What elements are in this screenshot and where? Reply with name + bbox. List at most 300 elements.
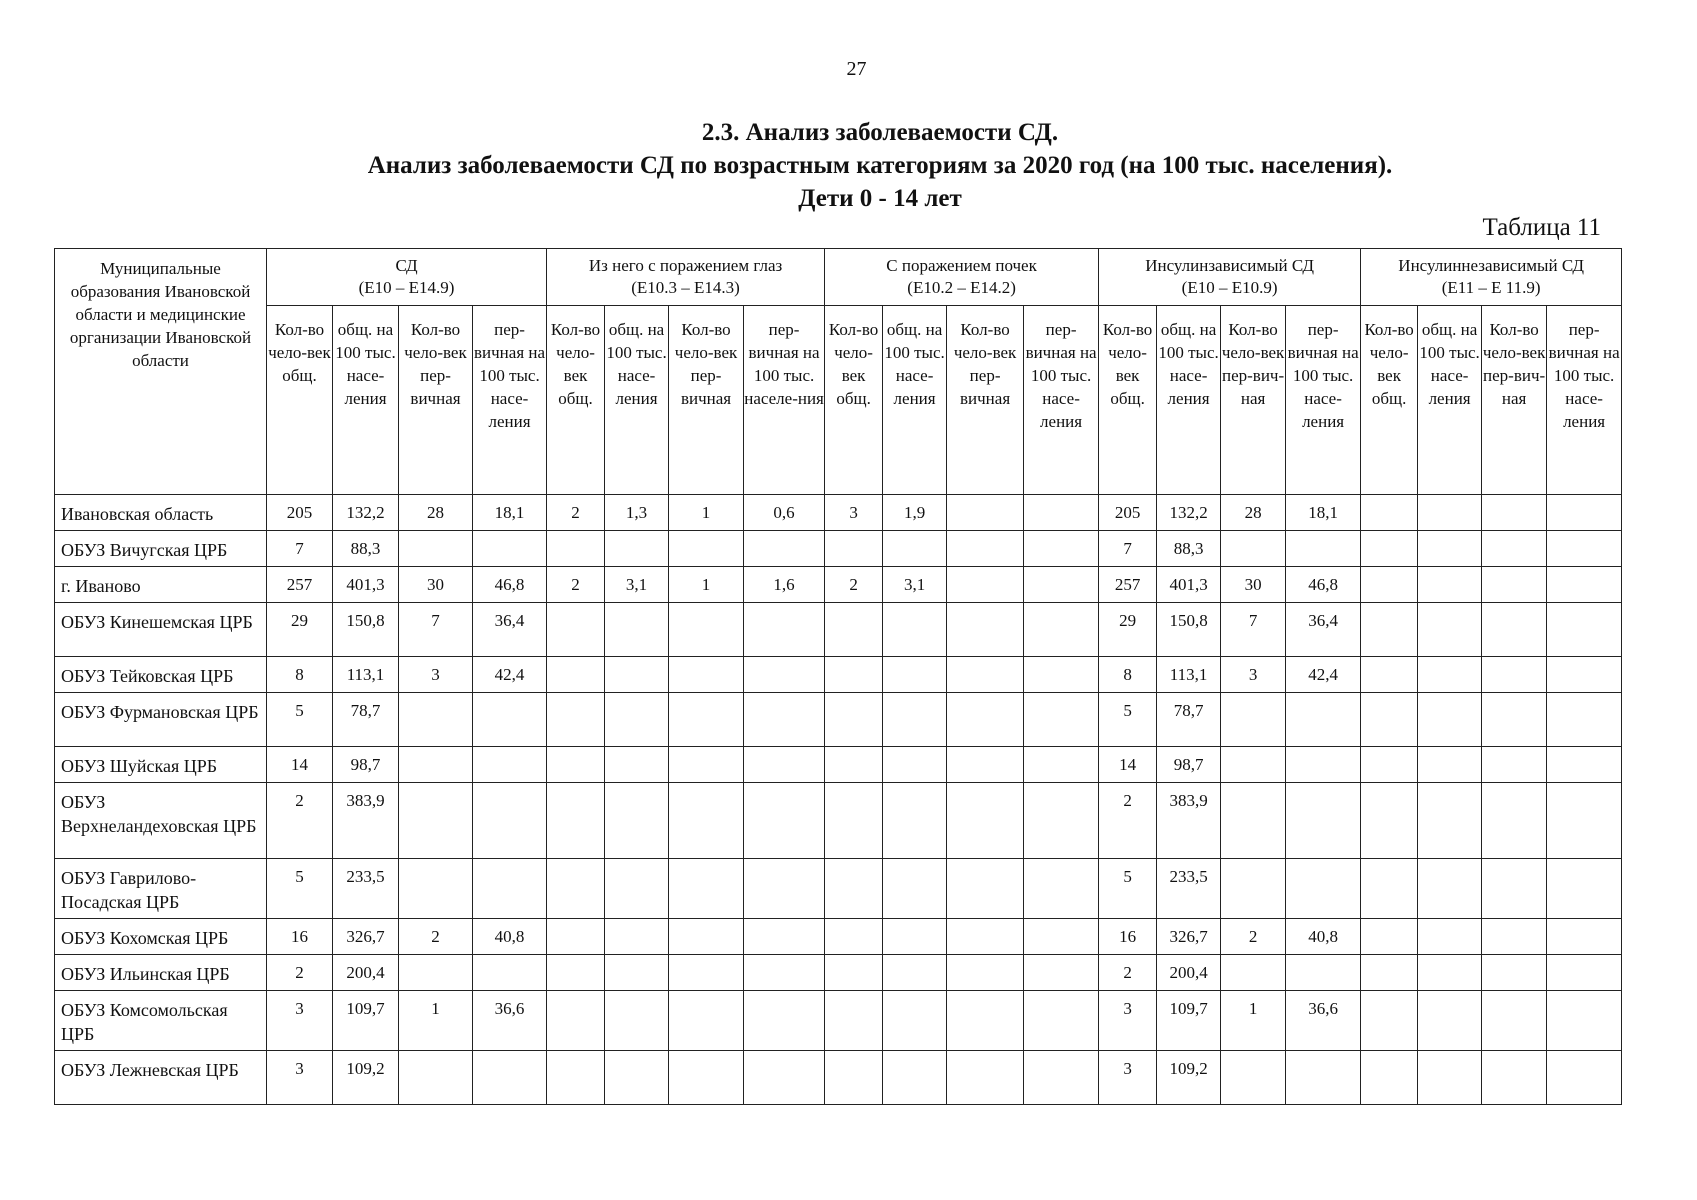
table-cell — [547, 859, 605, 919]
subheader-cell: Кол-во чело-век общ. — [547, 306, 605, 495]
table-cell — [473, 747, 547, 783]
table-cell — [744, 603, 825, 657]
table-cell: 30 — [399, 567, 473, 603]
table-cell — [669, 693, 744, 747]
table-cell — [1418, 859, 1482, 919]
table-cell — [883, 919, 947, 955]
group-header-row — [55, 249, 1622, 306]
table-title: Анализ заболеваемости СД по возрастным категориям за 2020 год (на 100 тыс. населения). — [367, 152, 1393, 179]
table-cell: 233,5 — [333, 859, 399, 919]
table-cell — [669, 603, 744, 657]
subheader-row — [55, 306, 1622, 495]
table-cell: 3 — [267, 1051, 333, 1105]
table-cell — [1221, 693, 1286, 747]
table-cell — [1547, 495, 1622, 531]
table-cell — [1547, 747, 1622, 783]
table-cell: 3 — [1099, 991, 1157, 1051]
table-cell: 383,9 — [1157, 783, 1221, 859]
table-cell: 3 — [1221, 657, 1286, 693]
row-name: ОБУЗ Кинешемская ЦРБ — [55, 603, 267, 657]
table-cell — [669, 955, 744, 991]
table-cell — [825, 919, 883, 955]
subheader-cell: пер-вичная на 100 тыс. насе-ления — [473, 306, 547, 495]
table-cell — [947, 531, 1024, 567]
table-cell: 14 — [1099, 747, 1157, 783]
table-cell — [1418, 783, 1482, 859]
table-cell — [1482, 603, 1547, 657]
subheader-cell: общ. на 100 тыс. насе-ления — [1418, 306, 1482, 495]
table-cell — [744, 919, 825, 955]
table-row — [55, 531, 1622, 567]
table-cell: 2 — [547, 567, 605, 603]
table-cell: 2 — [1099, 783, 1157, 859]
table-cell: 36,6 — [473, 991, 547, 1051]
table-cell — [605, 747, 669, 783]
table-cell — [1361, 1051, 1418, 1105]
table-cell: 2 — [547, 495, 605, 531]
table-cell — [669, 919, 744, 955]
table-cell — [947, 567, 1024, 603]
table-cell — [1547, 991, 1622, 1051]
table-cell — [1024, 567, 1099, 603]
table-cell — [825, 603, 883, 657]
table-cell — [1361, 859, 1418, 919]
table-cell — [399, 693, 473, 747]
table-cell — [1221, 859, 1286, 919]
subheader-cell: Кол-во чело-век общ. — [1099, 306, 1157, 495]
row-name: ОБУЗ Тейковская ЦРБ — [55, 657, 267, 693]
table-cell — [473, 531, 547, 567]
table-cell: 1 — [1221, 991, 1286, 1051]
table-cell: 1,9 — [883, 495, 947, 531]
table-cell — [605, 603, 669, 657]
table-cell — [825, 991, 883, 1051]
table-cell — [947, 657, 1024, 693]
table-cell — [669, 783, 744, 859]
subheader-cell: пер-вичная на 100 тыс. насе-ления — [1024, 306, 1099, 495]
table-cell — [547, 603, 605, 657]
row-name: ОБУЗ Фурмановская ЦРБ — [55, 693, 267, 747]
table-cell — [1482, 859, 1547, 919]
table-cell — [1418, 603, 1482, 657]
age-group-title: Дети 0 - 14 лет — [798, 185, 962, 212]
table-cell — [825, 955, 883, 991]
table-cell: 401,3 — [333, 567, 399, 603]
row-name: ОБУЗ Шуйская ЦРБ — [55, 747, 267, 783]
table-cell: 46,8 — [473, 567, 547, 603]
table-cell — [1361, 531, 1418, 567]
table-cell — [1482, 1051, 1547, 1105]
table-cell — [1482, 495, 1547, 531]
table-cell — [883, 693, 947, 747]
subheader-cell: Кол-во чело-век пер-вич-ная — [1482, 306, 1547, 495]
table-cell — [883, 1051, 947, 1105]
table-cell — [1482, 693, 1547, 747]
group-header-sd: СД (Е10 – Е14.9) — [267, 249, 547, 306]
table-cell: 150,8 — [333, 603, 399, 657]
table-cell: 16 — [267, 919, 333, 955]
table-cell — [1221, 747, 1286, 783]
table-cell — [1547, 693, 1622, 747]
table-cell: 40,8 — [473, 919, 547, 955]
table-cell — [744, 1051, 825, 1105]
table-cell: 200,4 — [333, 955, 399, 991]
table-cell — [744, 657, 825, 693]
table-cell — [669, 747, 744, 783]
table-cell — [1547, 603, 1622, 657]
table-cell — [1418, 955, 1482, 991]
table-cell — [825, 747, 883, 783]
table-cell — [1482, 747, 1547, 783]
table-cell: 7 — [1221, 603, 1286, 657]
table-row — [55, 567, 1622, 603]
subheader-cell: Кол-во чело-век общ. — [825, 306, 883, 495]
table-cell — [1286, 859, 1361, 919]
group-header-eyes: Из него с поражением глаз (Е10.3 – Е14.3) — [547, 249, 825, 306]
table-cell — [1482, 531, 1547, 567]
table-cell: 2 — [267, 783, 333, 859]
table-cell: 98,7 — [1157, 747, 1221, 783]
table-cell — [1024, 657, 1099, 693]
row-name: ОБУЗ Кохомская ЦРБ — [55, 919, 267, 955]
table-cell — [883, 657, 947, 693]
row-name: г. Иваново — [55, 567, 267, 603]
table-cell — [399, 531, 473, 567]
table-row — [55, 919, 1622, 955]
table-cell: 200,4 — [1157, 955, 1221, 991]
subheader-cell: общ. на 100 тыс. насе-ления — [333, 306, 399, 495]
table-cell — [1221, 531, 1286, 567]
table-cell — [399, 859, 473, 919]
subheader-cell: Кол-во чело-век пер-вичная — [947, 306, 1024, 495]
table-cell — [1547, 657, 1622, 693]
row-name: ОБУЗ Верхнеландеховская ЦРБ — [55, 783, 267, 859]
section-title: 2.3. Анализ заболеваемости СД. — [701, 119, 1059, 146]
table-cell — [1286, 693, 1361, 747]
table-cell: 14 — [267, 747, 333, 783]
table-cell: 113,1 — [333, 657, 399, 693]
incidence-table — [54, 248, 1622, 1105]
table-cell — [473, 955, 547, 991]
table-cell: 3 — [825, 495, 883, 531]
table-cell — [1286, 1051, 1361, 1105]
table-row — [55, 747, 1622, 783]
table-cell — [547, 783, 605, 859]
table-cell: 2 — [1099, 955, 1157, 991]
table-cell — [605, 859, 669, 919]
table-row — [55, 495, 1622, 531]
table-row — [55, 991, 1622, 1051]
table-cell — [399, 1051, 473, 1105]
table-cell: 3,1 — [883, 567, 947, 603]
table-cell: 113,1 — [1157, 657, 1221, 693]
table-cell: 257 — [1099, 567, 1157, 603]
table-cell — [947, 783, 1024, 859]
table-cell — [947, 603, 1024, 657]
table-cell — [1547, 1051, 1622, 1105]
row-name: ОБУЗ Комсомольская ЦРБ — [55, 991, 267, 1051]
subheader-cell: общ. на 100 тыс. насе-ления — [605, 306, 669, 495]
table-cell — [1482, 783, 1547, 859]
table-cell — [547, 991, 605, 1051]
table-cell: 88,3 — [333, 531, 399, 567]
table-cell: 109,7 — [333, 991, 399, 1051]
table-cell — [1286, 955, 1361, 991]
group-header-insulin-independent: Инсулиннезависимый СД (Е11 – Е 11.9) — [1361, 249, 1622, 306]
table-cell: 1 — [399, 991, 473, 1051]
table-cell — [947, 693, 1024, 747]
title-block — [0, 116, 1697, 215]
table-row — [55, 955, 1622, 991]
table-cell: 5 — [267, 693, 333, 747]
table-cell: 8 — [267, 657, 333, 693]
table-cell: 5 — [1099, 693, 1157, 747]
table-cell: 46,8 — [1286, 567, 1361, 603]
table-cell — [1024, 1051, 1099, 1105]
table-cell: 3 — [399, 657, 473, 693]
table-cell — [547, 657, 605, 693]
subheader-cell: общ. на 100 тыс. насе-ления — [883, 306, 947, 495]
table-cell — [605, 693, 669, 747]
table-cell — [1547, 567, 1622, 603]
subheader-cell: пер-вичная на 100 тыс. насе-ления — [1547, 306, 1622, 495]
table-cell: 205 — [267, 495, 333, 531]
table-cell: 109,2 — [333, 1051, 399, 1105]
table-cell — [473, 859, 547, 919]
table-cell: 3,1 — [605, 567, 669, 603]
table-cell — [473, 693, 547, 747]
table-cell: 5 — [1099, 859, 1157, 919]
table-cell: 132,2 — [333, 495, 399, 531]
table-cell — [1361, 747, 1418, 783]
table-cell — [1418, 567, 1482, 603]
table-cell — [883, 955, 947, 991]
row-name: ОБУЗ Лежневская ЦРБ — [55, 1051, 267, 1105]
table-cell: 88,3 — [1157, 531, 1221, 567]
table-cell — [947, 495, 1024, 531]
table-label: Таблица 11 — [1482, 214, 1601, 241]
table-cell — [744, 955, 825, 991]
table-cell: 98,7 — [333, 747, 399, 783]
table-cell — [744, 693, 825, 747]
table-cell: 36,6 — [1286, 991, 1361, 1051]
table-cell — [1024, 603, 1099, 657]
table-cell — [1024, 531, 1099, 567]
table-cell: 205 — [1099, 495, 1157, 531]
table-cell — [1482, 955, 1547, 991]
table-cell: 42,4 — [1286, 657, 1361, 693]
subheader-cell: Кол-во чело-век пер-вичная — [399, 306, 473, 495]
table-cell — [1361, 955, 1418, 991]
table-cell: 0,6 — [744, 495, 825, 531]
table-cell: 401,3 — [1157, 567, 1221, 603]
subheader-cell: Кол-во чело-век общ. — [267, 306, 333, 495]
table-cell: 18,1 — [1286, 495, 1361, 531]
table-cell — [1547, 859, 1622, 919]
table-cell: 109,2 — [1157, 1051, 1221, 1105]
table-cell — [1482, 991, 1547, 1051]
table-cell — [947, 919, 1024, 955]
table-cell: 36,4 — [473, 603, 547, 657]
table-cell — [744, 859, 825, 919]
table-row — [55, 693, 1622, 747]
table-cell: 257 — [267, 567, 333, 603]
table-cell — [883, 747, 947, 783]
table-cell: 78,7 — [333, 693, 399, 747]
table-cell — [605, 1051, 669, 1105]
table-cell — [1024, 747, 1099, 783]
table-cell — [605, 991, 669, 1051]
table-cell — [547, 955, 605, 991]
table-cell — [1418, 919, 1482, 955]
table-cell — [1024, 859, 1099, 919]
table-cell — [883, 991, 947, 1051]
table-cell — [669, 991, 744, 1051]
group-header-kidneys: С поражением почек (Е10.2 – Е14.2) — [825, 249, 1099, 306]
subheader-cell: пер-вичная на 100 тыс. населе-ния — [744, 306, 825, 495]
row-name: ОБУЗ Ильинская ЦРБ — [55, 955, 267, 991]
table-cell — [1361, 919, 1418, 955]
table-cell — [1024, 991, 1099, 1051]
row-name: ОБУЗ Вичугская ЦРБ — [55, 531, 267, 567]
table-cell: 3 — [267, 991, 333, 1051]
table-cell — [1361, 991, 1418, 1051]
table-cell — [1361, 657, 1418, 693]
table-cell: 28 — [399, 495, 473, 531]
table-cell — [1361, 603, 1418, 657]
table-cell — [1024, 783, 1099, 859]
table-row — [55, 1051, 1622, 1105]
subheader-cell: общ. на 100 тыс. насе-ления — [1157, 306, 1221, 495]
row-name: ОБУЗ Гаврилово-Посадская ЦРБ — [55, 859, 267, 919]
table-cell — [744, 991, 825, 1051]
table-cell — [1361, 693, 1418, 747]
table-cell — [947, 991, 1024, 1051]
table-cell — [1361, 495, 1418, 531]
table-cell — [1221, 783, 1286, 859]
table-row — [55, 783, 1622, 859]
table-cell — [1418, 495, 1482, 531]
table-cell — [825, 693, 883, 747]
table-body — [55, 495, 1622, 1105]
table-cell: 28 — [1221, 495, 1286, 531]
table-cell — [605, 919, 669, 955]
table-cell — [883, 603, 947, 657]
table-cell — [883, 859, 947, 919]
table-cell — [825, 783, 883, 859]
table-cell — [1286, 531, 1361, 567]
table-cell — [605, 955, 669, 991]
table-cell — [1418, 657, 1482, 693]
table-cell — [473, 1051, 547, 1105]
table-cell: 7 — [267, 531, 333, 567]
table-cell: 2 — [399, 919, 473, 955]
subheader-cell: Кол-во чело-век общ. — [1361, 306, 1418, 495]
table-cell — [825, 531, 883, 567]
table-cell — [669, 1051, 744, 1105]
table-cell — [1547, 955, 1622, 991]
table-cell — [947, 955, 1024, 991]
table-cell — [473, 783, 547, 859]
table-cell: 7 — [399, 603, 473, 657]
table-cell — [1547, 531, 1622, 567]
table-cell — [1418, 693, 1482, 747]
row-name: Ивановская область — [55, 495, 267, 531]
table-cell: 2 — [267, 955, 333, 991]
table-cell: 36,4 — [1286, 603, 1361, 657]
table-cell: 8 — [1099, 657, 1157, 693]
table-cell — [1547, 783, 1622, 859]
table-cell — [1482, 919, 1547, 955]
municipality-header: Муниципальные образования Ивановской области и медицинские организации Ивановской области — [55, 249, 267, 495]
table-cell — [744, 783, 825, 859]
subheader-cell: Кол-во чело-век пер-вичная — [669, 306, 744, 495]
table-cell — [547, 1051, 605, 1105]
table-cell: 5 — [267, 859, 333, 919]
table-cell — [1286, 783, 1361, 859]
table-cell — [1221, 955, 1286, 991]
table-cell — [547, 693, 605, 747]
table-cell — [1361, 783, 1418, 859]
table-cell — [744, 747, 825, 783]
table-cell — [1547, 919, 1622, 955]
table-cell — [399, 783, 473, 859]
table-cell — [547, 919, 605, 955]
table-cell — [947, 1051, 1024, 1105]
table-cell — [947, 859, 1024, 919]
table-cell — [883, 783, 947, 859]
subheader-cell: Кол-во чело-век пер-вич-ная — [1221, 306, 1286, 495]
table-cell: 150,8 — [1157, 603, 1221, 657]
table-cell: 109,7 — [1157, 991, 1221, 1051]
table-cell: 7 — [1099, 531, 1157, 567]
table-cell — [605, 657, 669, 693]
table-cell: 1 — [669, 495, 744, 531]
table-cell: 78,7 — [1157, 693, 1221, 747]
table-cell: 132,2 — [1157, 495, 1221, 531]
table-cell — [1418, 991, 1482, 1051]
table-row — [55, 603, 1622, 657]
table-cell — [1024, 955, 1099, 991]
table-cell — [1024, 693, 1099, 747]
table-cell: 383,9 — [333, 783, 399, 859]
table-cell — [825, 1051, 883, 1105]
page-number: 27 — [846, 58, 867, 80]
table-cell — [605, 783, 669, 859]
table-cell: 2 — [1221, 919, 1286, 955]
table-cell: 18,1 — [473, 495, 547, 531]
table-cell: 42,4 — [473, 657, 547, 693]
table-cell: 1,6 — [744, 567, 825, 603]
table-cell — [825, 859, 883, 919]
table-cell: 30 — [1221, 567, 1286, 603]
table-cell: 1 — [669, 567, 744, 603]
table-cell: 326,7 — [333, 919, 399, 955]
table-cell: 326,7 — [1157, 919, 1221, 955]
table-cell — [1221, 1051, 1286, 1105]
table-cell: 233,5 — [1157, 859, 1221, 919]
table-cell — [669, 657, 744, 693]
table-cell — [1482, 567, 1547, 603]
table-cell — [825, 657, 883, 693]
table-cell — [669, 859, 744, 919]
table-cell: 16 — [1099, 919, 1157, 955]
table-cell — [669, 531, 744, 567]
table-cell — [605, 531, 669, 567]
table-cell: 29 — [1099, 603, 1157, 657]
table-cell — [947, 747, 1024, 783]
table-cell — [1418, 531, 1482, 567]
